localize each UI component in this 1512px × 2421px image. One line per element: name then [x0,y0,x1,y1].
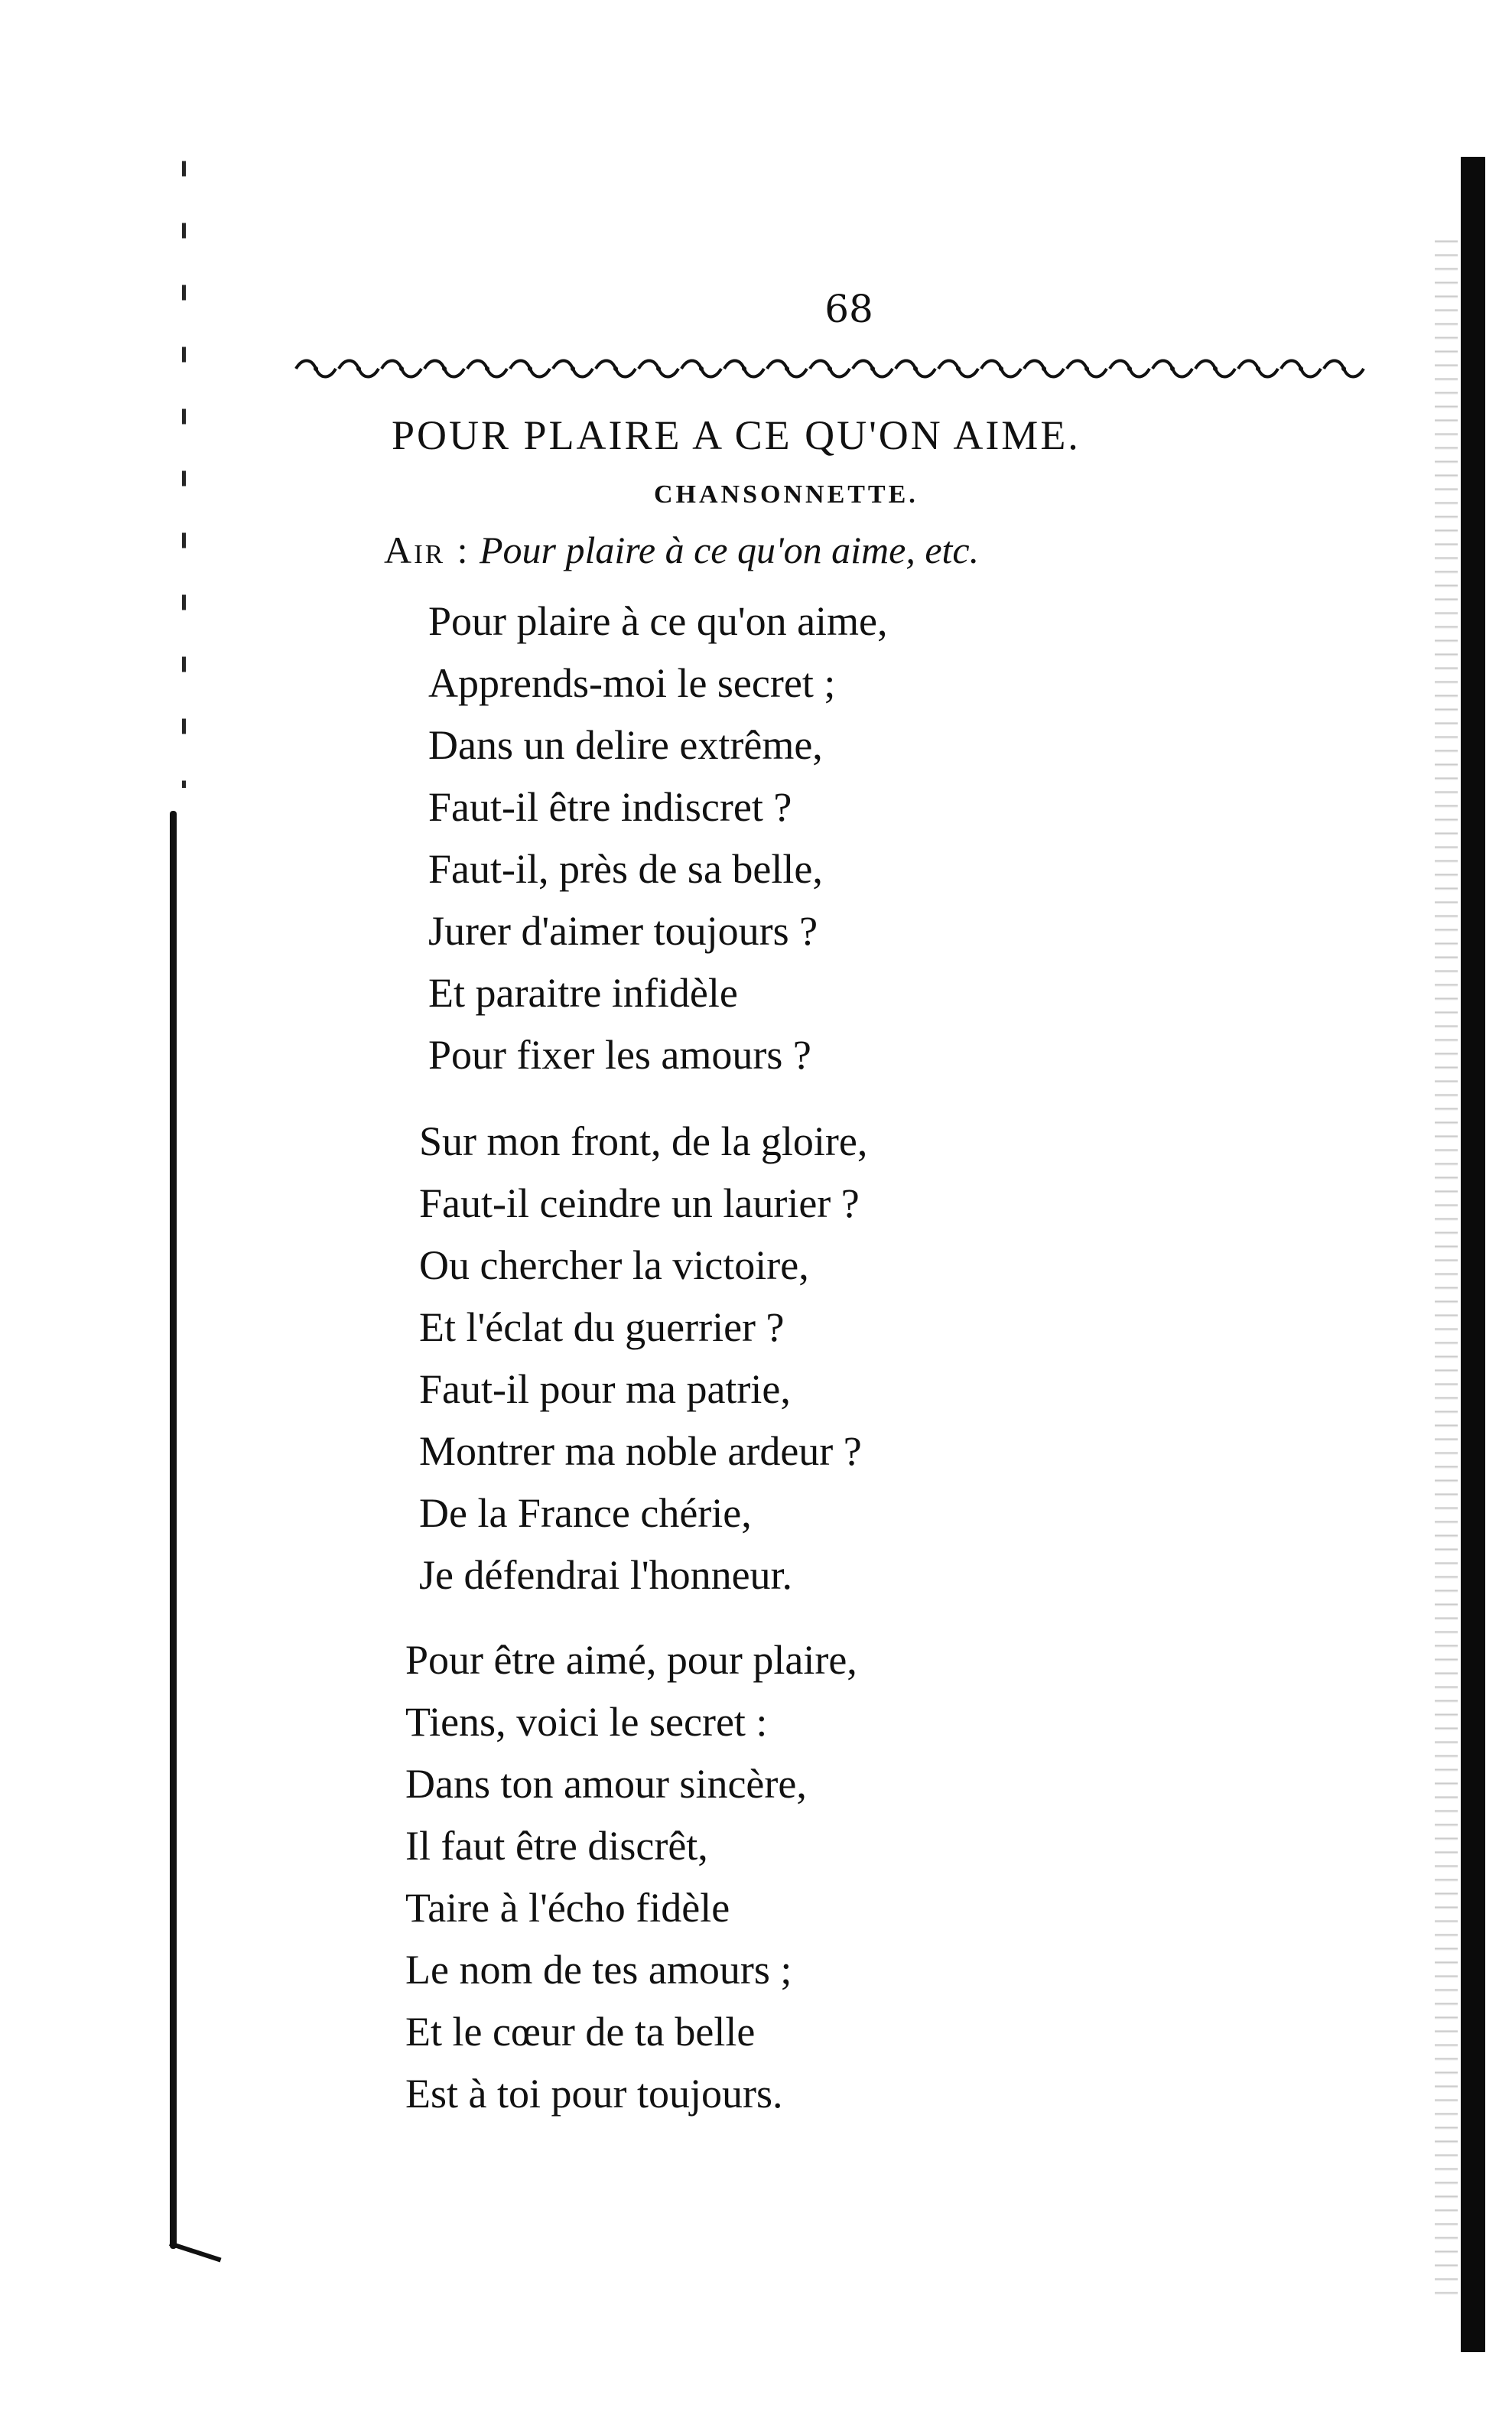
verse-line: Et paraitre infidèle [428,970,738,1016]
ornamental-divider [294,353,1377,384]
verse-line: Faut-il ceindre un laurier ? [419,1180,860,1226]
song-title: POUR PLAIRE A CE QU'ON AIME. [392,412,1081,458]
verse-line: Dans un delire extrême, [428,722,823,768]
scan-edge-speckle [1435,229,1458,2295]
verse-line: Ou chercher la victoire, [419,1242,809,1288]
verse-line: Je défendrai l'honneur. [419,1552,793,1598]
scan-binding-line [170,811,177,2249]
verse-line: Et l'éclat du guerrier ? [419,1304,785,1350]
verse-line: Faut-il, près de sa belle, [428,846,823,892]
scan-edge-shadow [1461,157,1485,2352]
air-tune: Pour plaire à ce qu'on aime, etc. [480,529,980,571]
verse-line: Pour plaire à ce qu'on aime, [428,598,888,644]
verse-line: Pour être aimé, pour plaire, [405,1637,857,1683]
song-subtitle: CHANSONNETTE. [654,480,919,509]
scan-binding-foot [169,2241,221,2262]
verse-line: Et le cœur de ta belle [405,2009,756,2055]
verse-line: Est à toi pour toujours. [405,2071,783,2117]
verse-line: Apprends-moi le secret ; [428,660,836,706]
page-number: 68 [824,287,873,331]
verse-line: Sur mon front, de la gloire, [419,1118,868,1164]
stanza-1 [428,591,888,1086]
air-indication [384,528,979,572]
verse-line: Dans ton amour sincère, [405,1761,807,1807]
stanza-2 [419,1111,867,1606]
verse-line: Faut-il être indiscret ? [428,784,792,830]
stanza-3 [405,1629,857,2125]
scan-margin-marks [182,115,186,788]
verse-line: Montrer ma noble ardeur ? [419,1428,862,1474]
verse-line: Tiens, voici le secret : [405,1699,768,1745]
verse-line: Pour fixer les amours ? [428,1032,811,1078]
air-label: Air : [384,529,470,571]
verse-line: Le nom de tes amours ; [405,1947,792,1993]
verse-line: Taire à l'écho fidèle [405,1885,730,1931]
verse-line: Jurer d'aimer toujours ? [428,908,818,954]
verse-line: Faut-il pour ma patrie, [419,1366,791,1412]
verse-line: De la France chérie, [419,1490,752,1536]
verse-line: Il faut être discrêt, [405,1823,708,1869]
